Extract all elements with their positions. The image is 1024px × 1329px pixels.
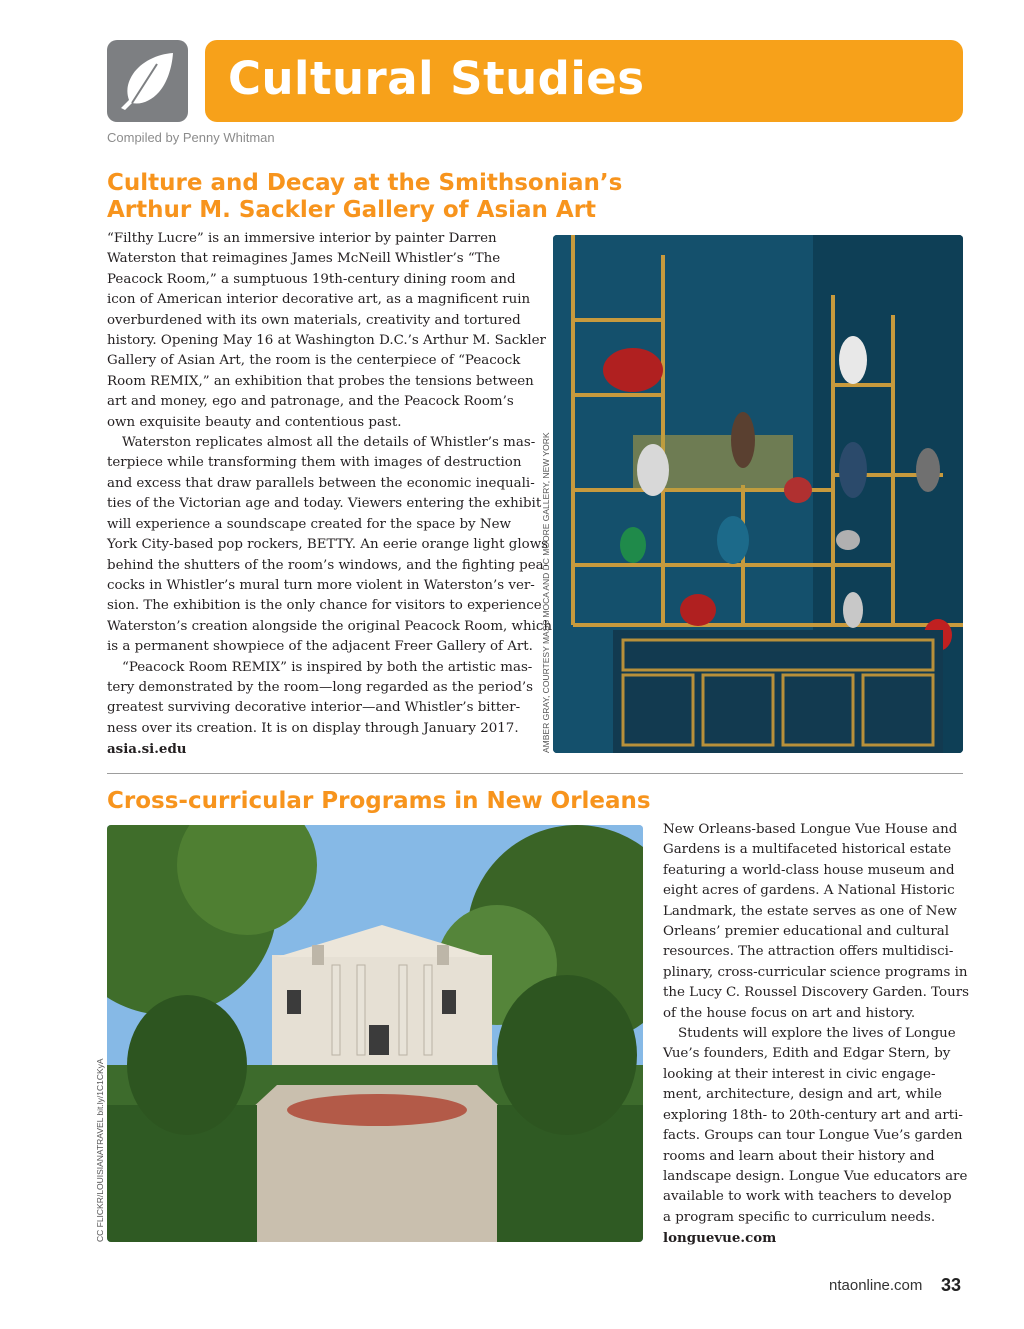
text-line: will experience a soundscape created for the space by New	[107, 516, 511, 532]
text-line: ment, architecture, design and art, while	[663, 1087, 942, 1103]
article-title-line: Arthur M. Sackler Gallery of Asian Art	[107, 197, 597, 223]
peacock-room-photo	[553, 235, 963, 753]
text-line: overburdened with its own materials, creativity and tortured	[107, 312, 521, 328]
article-title-sackler	[107, 170, 622, 224]
section-divider	[107, 773, 963, 774]
text-line: Peacock Room,” a sumptuous 19th-century dining room and	[107, 271, 516, 287]
text-line: behind the shutters of the room’s windows, and the fighting pea-	[107, 557, 549, 573]
text-line: facts. Groups can tour Longue Vue’s garden	[663, 1128, 963, 1144]
text-line: art and money, ego and patronage, and the Peacock Room’s	[107, 394, 514, 410]
text-line: cocks in Whistler’s mural turn more violent in Waterston’s ver-	[107, 577, 535, 593]
text-line: plinary, cross-curricular science programs in	[663, 964, 968, 980]
photo-credit: AMBER GRAY, COURTESY MASS MOCA AND DC MOORE GALLERY, NEW YORK	[541, 432, 551, 753]
text-line: eight acres of gardens. A National Historic	[663, 883, 955, 899]
text-line: Waterston that reimagines James McNeill Whistler’s “The	[107, 251, 501, 267]
text-line: Landmark, the estate serves as one of New	[663, 903, 957, 919]
text-line: Gardens is a multifaceted historical estate	[663, 842, 952, 858]
text-line: greatest surviving decorative interior—and Whistler’s bitter-	[107, 700, 521, 716]
text-line: Vue’s founders, Edith and Edgar Stern, by	[663, 1046, 951, 1062]
footer-site-url[interactable]: ntaonline.com	[829, 1277, 923, 1294]
text-line: featuring a world-class house museum and	[663, 862, 955, 878]
text-line: ness over its creation. It is on display through January 2017.	[107, 720, 519, 736]
text-line: own exquisite beauty and contentious past.	[107, 414, 402, 430]
photo-credit: CC FLICKR/LOUISIANATRAVEL bit.ly/1C1CKyA	[95, 1058, 105, 1242]
text-line: looking at their interest in civic engage-	[663, 1066, 936, 1082]
text-line: Waterston replicates almost all the details of Whistler’s mas-	[122, 435, 536, 451]
article-link-sackler[interactable]: asia.si.edu	[107, 741, 187, 758]
text-line: Room REMIX,” an exhibition that probes the tensions between	[107, 373, 534, 389]
text-line: New Orleans-based Longue Vue House and	[663, 822, 958, 837]
text-line: is a permanent showpiece of the adjacent Freer Gallery of Art.	[107, 639, 533, 655]
text-line: exploring 18th- to 20th-century art and arti-	[663, 1107, 963, 1123]
text-line: resources. The attraction offers multidisci-	[663, 944, 954, 960]
text-line: history. Opening May 16 at Washington D.C.’s Arthur M. Sackler	[107, 333, 546, 349]
text-line: the Lucy C. Roussel Discovery Garden. Tours	[663, 985, 970, 1001]
text-line: “Peacock Room REMIX” is inspired by both the artistic mas-	[122, 659, 533, 675]
text-line: York City-based pop rockers, BETTY. An eerie orange light glows	[107, 537, 549, 553]
text-line: Orleans’ premier educational and cultural	[663, 924, 950, 940]
page-number: 33	[941, 1275, 962, 1295]
text-line: sion. The exhibition is the only chance for visitors to experience	[107, 598, 542, 614]
article-link-longue-vue[interactable]: longuevue.com	[663, 1230, 777, 1247]
article-title-new-orleans: Cross-curricular Programs in New Orleans	[107, 788, 651, 814]
logo-badge	[107, 40, 188, 122]
arrowhead-icon	[117, 50, 178, 112]
text-line: “Filthy Lucre” is an immersive interior by painter Darren	[107, 231, 497, 246]
text-line: tery demonstrated by the room—long regarded as the period’s	[107, 679, 534, 695]
text-line: Waterston’s creation alongside the original Peacock Room, which	[107, 618, 553, 634]
text-line: and excess that draw parallels between the economic inequali-	[107, 475, 535, 491]
text-line: Gallery of Asian Art, the room is the centerpiece of “Peacock	[107, 353, 521, 369]
text-line: available to work with teachers to develop	[663, 1189, 952, 1205]
text-line: rooms and learn about their history and	[663, 1148, 935, 1164]
article-title-line: Culture and Decay at the Smithsonian’s	[107, 170, 623, 196]
section-banner	[205, 40, 963, 122]
text-line: of the house focus on art and history.	[663, 1005, 916, 1021]
text-line: a program specific to curriculum needs.	[663, 1209, 936, 1225]
text-line: terpiece while transforming them with images of destruction	[107, 455, 522, 471]
text-line: landscape design. Longue Vue educators are	[663, 1168, 968, 1184]
text-line: Students will explore the lives of Longue	[678, 1026, 956, 1042]
article-body-new-orleans	[663, 820, 970, 1249]
section-title: Cultural Studies	[228, 52, 645, 105]
longue-vue-house-photo	[107, 825, 643, 1242]
text-line: icon of American interior decorative art, as a magnificent ruin	[107, 292, 531, 308]
byline: Compiled by Penny Whitman	[107, 130, 275, 145]
text-line: ties of the Victorian age and today. Viewers entering the exhibit	[107, 496, 542, 512]
